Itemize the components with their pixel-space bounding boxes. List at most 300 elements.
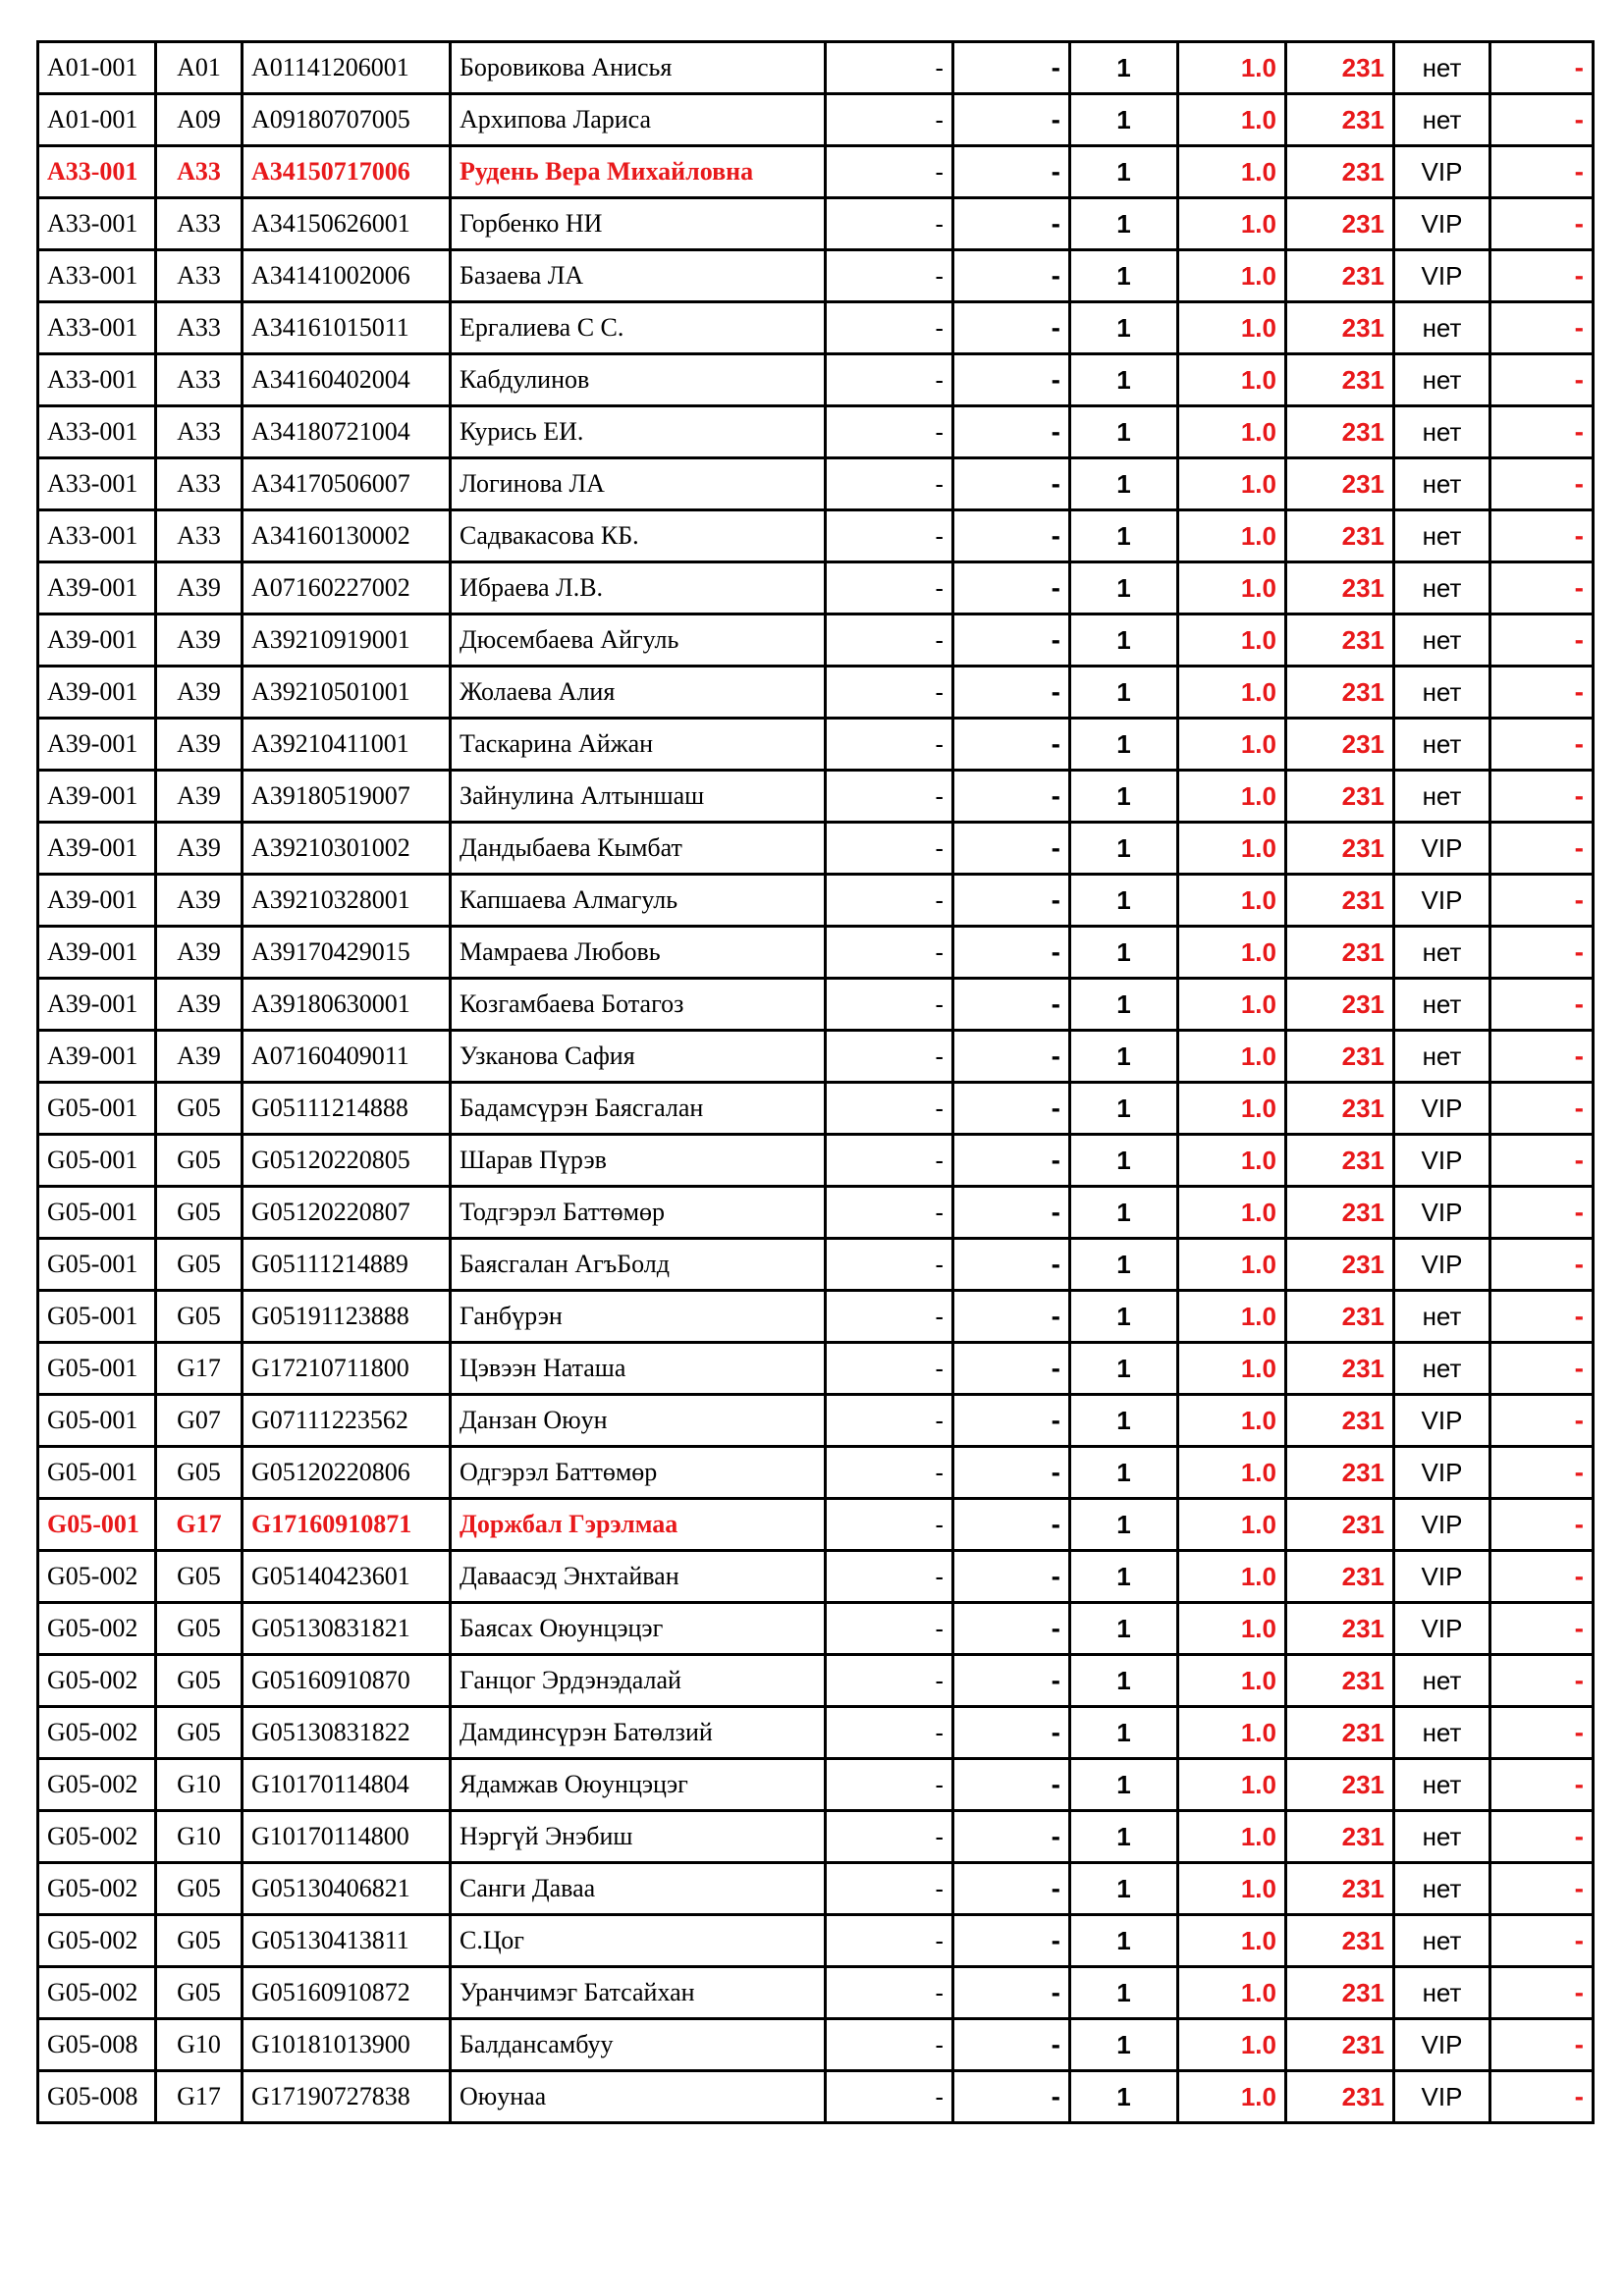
status-cell: VIP: [1394, 250, 1490, 302]
column-5-cell: -: [826, 2071, 953, 2123]
member-id-cell: G05130831821: [243, 1603, 451, 1655]
group-code-cell: G05-001: [38, 1187, 156, 1239]
member-name-cell: Ибраева Л.В.: [451, 562, 826, 614]
coefficient-cell: 1.0: [1178, 1031, 1286, 1083]
column-5-cell: -: [826, 1239, 953, 1291]
group-code-cell: A33-001: [38, 250, 156, 302]
last-column-cell: -: [1490, 1759, 1594, 1811]
member-id-cell: G05140423601: [243, 1551, 451, 1603]
region-code-cell: A39: [156, 979, 243, 1031]
number-cell: 231: [1286, 1499, 1394, 1551]
column-5-cell: -: [826, 1551, 953, 1603]
member-name-cell: Ергалиева С С.: [451, 302, 826, 354]
coefficient-cell: 1.0: [1178, 2071, 1286, 2123]
column-6-cell: -: [953, 458, 1070, 510]
column-5-cell: -: [826, 875, 953, 927]
region-code-cell: A39: [156, 1031, 243, 1083]
member-name-cell: Архипова Лариса: [451, 94, 826, 146]
group-code-cell: A33-001: [38, 302, 156, 354]
group-code-cell: G05-002: [38, 1863, 156, 1915]
table-row: [38, 250, 1594, 302]
table-row: [38, 2019, 1594, 2071]
member-name-cell: Оюунаа: [451, 2071, 826, 2123]
column-5-cell: -: [826, 1915, 953, 1967]
quantity-cell: 1: [1070, 1343, 1178, 1395]
member-id-cell: A07160409011: [243, 1031, 451, 1083]
region-code-cell: A33: [156, 510, 243, 562]
coefficient-cell: 1.0: [1178, 1343, 1286, 1395]
member-name-cell: Горбенко НИ: [451, 198, 826, 250]
member-id-cell: A34160402004: [243, 354, 451, 406]
column-5-cell: -: [826, 823, 953, 875]
column-5-cell: -: [826, 94, 953, 146]
status-cell: нет: [1394, 94, 1490, 146]
column-5-cell: -: [826, 719, 953, 771]
column-6-cell: -: [953, 1759, 1070, 1811]
region-code-cell: G05: [156, 1083, 243, 1135]
coefficient-cell: 1.0: [1178, 1499, 1286, 1551]
member-id-cell: A34161015011: [243, 302, 451, 354]
status-cell: нет: [1394, 1811, 1490, 1863]
quantity-cell: 1: [1070, 1239, 1178, 1291]
quantity-cell: 1: [1070, 2071, 1178, 2123]
group-code-cell: G05-002: [38, 1603, 156, 1655]
table-row: [38, 510, 1594, 562]
last-column-cell: -: [1490, 302, 1594, 354]
member-name-cell: Садвакасова КБ.: [451, 510, 826, 562]
region-code-cell: A39: [156, 614, 243, 667]
number-cell: 231: [1286, 719, 1394, 771]
last-column-cell: -: [1490, 1239, 1594, 1291]
group-code-cell: G05-001: [38, 1291, 156, 1343]
coefficient-cell: 1.0: [1178, 1239, 1286, 1291]
status-cell: нет: [1394, 302, 1490, 354]
group-code-cell: G05-002: [38, 1707, 156, 1759]
number-cell: 231: [1286, 1031, 1394, 1083]
region-code-cell: A33: [156, 354, 243, 406]
number-cell: 231: [1286, 302, 1394, 354]
status-cell: нет: [1394, 1707, 1490, 1759]
last-column-cell: -: [1490, 1395, 1594, 1447]
group-code-cell: G05-002: [38, 1551, 156, 1603]
coefficient-cell: 1.0: [1178, 1759, 1286, 1811]
column-6-cell: -: [953, 562, 1070, 614]
table-row: [38, 1707, 1594, 1759]
region-code-cell: A33: [156, 250, 243, 302]
table-row: [38, 1499, 1594, 1551]
status-cell: нет: [1394, 1291, 1490, 1343]
column-6-cell: -: [953, 823, 1070, 875]
quantity-cell: 1: [1070, 1915, 1178, 1967]
last-column-cell: -: [1490, 94, 1594, 146]
region-code-cell: G17: [156, 1343, 243, 1395]
member-name-cell: Узканова Сафия: [451, 1031, 826, 1083]
number-cell: 231: [1286, 1343, 1394, 1395]
number-cell: 231: [1286, 1551, 1394, 1603]
coefficient-cell: 1.0: [1178, 1395, 1286, 1447]
column-5-cell: -: [826, 771, 953, 823]
table-row: [38, 406, 1594, 458]
group-code-cell: A33-001: [38, 146, 156, 198]
coefficient-cell: 1.0: [1178, 2019, 1286, 2071]
table-row: [38, 1551, 1594, 1603]
coefficient-cell: 1.0: [1178, 1291, 1286, 1343]
last-column-cell: -: [1490, 1499, 1594, 1551]
member-id-cell: G17160910871: [243, 1499, 451, 1551]
status-cell: нет: [1394, 562, 1490, 614]
column-5-cell: -: [826, 614, 953, 667]
column-6-cell: -: [953, 1135, 1070, 1187]
member-name-cell: Баясах Оюунцэцэг: [451, 1603, 826, 1655]
column-5-cell: -: [826, 1343, 953, 1395]
member-id-cell: A39210501001: [243, 667, 451, 719]
column-5-cell: -: [826, 146, 953, 198]
region-code-cell: G05: [156, 1135, 243, 1187]
member-id-cell: A34150717006: [243, 146, 451, 198]
quantity-cell: 1: [1070, 667, 1178, 719]
status-cell: VIP: [1394, 1447, 1490, 1499]
member-id-cell: A07160227002: [243, 562, 451, 614]
last-column-cell: -: [1490, 146, 1594, 198]
last-column-cell: -: [1490, 1447, 1594, 1499]
column-5-cell: -: [826, 510, 953, 562]
region-code-cell: G17: [156, 1499, 243, 1551]
member-name-cell: Кабдулинов: [451, 354, 826, 406]
status-cell: VIP: [1394, 1499, 1490, 1551]
last-column-cell: -: [1490, 1135, 1594, 1187]
group-code-cell: G05-001: [38, 1395, 156, 1447]
status-cell: нет: [1394, 1915, 1490, 1967]
quantity-cell: 1: [1070, 1707, 1178, 1759]
member-id-cell: G07111223562: [243, 1395, 451, 1447]
status-cell: нет: [1394, 42, 1490, 94]
last-column-cell: -: [1490, 250, 1594, 302]
group-code-cell: A33-001: [38, 510, 156, 562]
member-name-cell: Бадамсүрэн Баясгалан: [451, 1083, 826, 1135]
last-column-cell: -: [1490, 979, 1594, 1031]
number-cell: 231: [1286, 1291, 1394, 1343]
last-column-cell: -: [1490, 1031, 1594, 1083]
member-name-cell: Козгамбаева Ботагоз: [451, 979, 826, 1031]
region-code-cell: G05: [156, 1967, 243, 2019]
coefficient-cell: 1.0: [1178, 771, 1286, 823]
status-cell: нет: [1394, 667, 1490, 719]
group-code-cell: A39-001: [38, 771, 156, 823]
column-5-cell: -: [826, 1083, 953, 1135]
column-6-cell: -: [953, 1083, 1070, 1135]
quantity-cell: 1: [1070, 1499, 1178, 1551]
quantity-cell: 1: [1070, 1759, 1178, 1811]
coefficient-cell: 1.0: [1178, 1447, 1286, 1499]
coefficient-cell: 1.0: [1178, 1655, 1286, 1707]
last-column-cell: -: [1490, 927, 1594, 979]
group-code-cell: A39-001: [38, 667, 156, 719]
table-row: [38, 354, 1594, 406]
number-cell: 231: [1286, 1915, 1394, 1967]
table-row: [38, 42, 1594, 94]
coefficient-cell: 1.0: [1178, 250, 1286, 302]
coefficient-cell: 1.0: [1178, 1603, 1286, 1655]
quantity-cell: 1: [1070, 1135, 1178, 1187]
coefficient-cell: 1.0: [1178, 42, 1286, 94]
column-6-cell: -: [953, 1187, 1070, 1239]
status-cell: VIP: [1394, 823, 1490, 875]
group-code-cell: G05-002: [38, 1811, 156, 1863]
quantity-cell: 1: [1070, 406, 1178, 458]
table-row: [38, 719, 1594, 771]
status-cell: VIP: [1394, 875, 1490, 927]
group-code-cell: G05-001: [38, 1499, 156, 1551]
table-row: [38, 927, 1594, 979]
region-code-cell: A33: [156, 406, 243, 458]
column-5-cell: -: [826, 1031, 953, 1083]
column-6-cell: -: [953, 1343, 1070, 1395]
member-name-cell: Таскарина Айжан: [451, 719, 826, 771]
coefficient-cell: 1.0: [1178, 719, 1286, 771]
table-row: [38, 1967, 1594, 2019]
region-code-cell: A09: [156, 94, 243, 146]
number-cell: 231: [1286, 1083, 1394, 1135]
column-6-cell: -: [953, 1707, 1070, 1759]
last-column-cell: -: [1490, 1811, 1594, 1863]
region-code-cell: G05: [156, 1707, 243, 1759]
records-table: [36, 40, 1595, 2124]
region-code-cell: A39: [156, 667, 243, 719]
member-id-cell: A34150626001: [243, 198, 451, 250]
coefficient-cell: 1.0: [1178, 146, 1286, 198]
number-cell: 231: [1286, 406, 1394, 458]
number-cell: 231: [1286, 771, 1394, 823]
last-column-cell: -: [1490, 614, 1594, 667]
coefficient-cell: 1.0: [1178, 458, 1286, 510]
group-code-cell: A39-001: [38, 1031, 156, 1083]
member-id-cell: G10170114800: [243, 1811, 451, 1863]
group-code-cell: A39-001: [38, 562, 156, 614]
quantity-cell: 1: [1070, 94, 1178, 146]
quantity-cell: 1: [1070, 146, 1178, 198]
quantity-cell: 1: [1070, 719, 1178, 771]
table-row: [38, 1863, 1594, 1915]
status-cell: нет: [1394, 458, 1490, 510]
status-cell: нет: [1394, 1967, 1490, 2019]
table-row: [38, 562, 1594, 614]
coefficient-cell: 1.0: [1178, 198, 1286, 250]
quantity-cell: 1: [1070, 250, 1178, 302]
member-name-cell: Ганцог Эрдэнэдалай: [451, 1655, 826, 1707]
member-name-cell: Дамдинсүрэн Батөлзий: [451, 1707, 826, 1759]
column-6-cell: -: [953, 354, 1070, 406]
region-code-cell: A39: [156, 823, 243, 875]
column-5-cell: -: [826, 198, 953, 250]
coefficient-cell: 1.0: [1178, 1551, 1286, 1603]
member-name-cell: Одгэрэл Баттөмөр: [451, 1447, 826, 1499]
table-row: [38, 94, 1594, 146]
table-row: [38, 1603, 1594, 1655]
last-column-cell: -: [1490, 1603, 1594, 1655]
status-cell: нет: [1394, 927, 1490, 979]
status-cell: нет: [1394, 1863, 1490, 1915]
number-cell: 231: [1286, 146, 1394, 198]
group-code-cell: A33-001: [38, 458, 156, 510]
last-column-cell: -: [1490, 1187, 1594, 1239]
last-column-cell: -: [1490, 667, 1594, 719]
member-id-cell: G05120220806: [243, 1447, 451, 1499]
quantity-cell: 1: [1070, 614, 1178, 667]
member-name-cell: Курись ЕИ.: [451, 406, 826, 458]
column-5-cell: -: [826, 1187, 953, 1239]
column-6-cell: -: [953, 719, 1070, 771]
quantity-cell: 1: [1070, 1031, 1178, 1083]
region-code-cell: G05: [156, 1291, 243, 1343]
column-6-cell: -: [953, 1603, 1070, 1655]
member-id-cell: G05160910872: [243, 1967, 451, 2019]
number-cell: 231: [1286, 667, 1394, 719]
column-5-cell: -: [826, 1447, 953, 1499]
quantity-cell: 1: [1070, 771, 1178, 823]
group-code-cell: A33-001: [38, 198, 156, 250]
last-column-cell: -: [1490, 875, 1594, 927]
member-name-cell: Данзан Оюун: [451, 1395, 826, 1447]
table-row: [38, 1239, 1594, 1291]
region-code-cell: A39: [156, 771, 243, 823]
column-6-cell: -: [953, 667, 1070, 719]
table-row: [38, 1447, 1594, 1499]
coefficient-cell: 1.0: [1178, 875, 1286, 927]
column-6-cell: -: [953, 94, 1070, 146]
region-code-cell: G07: [156, 1395, 243, 1447]
quantity-cell: 1: [1070, 1811, 1178, 1863]
status-cell: VIP: [1394, 1551, 1490, 1603]
last-column-cell: -: [1490, 562, 1594, 614]
status-cell: VIP: [1394, 1083, 1490, 1135]
column-5-cell: -: [826, 1135, 953, 1187]
table-row: [38, 2071, 1594, 2123]
column-6-cell: -: [953, 2071, 1070, 2123]
region-code-cell: G05: [156, 1603, 243, 1655]
member-name-cell: Мамраева Любовь: [451, 927, 826, 979]
column-5-cell: -: [826, 1603, 953, 1655]
member-id-cell: A39210919001: [243, 614, 451, 667]
group-code-cell: G05-002: [38, 1967, 156, 2019]
region-code-cell: G10: [156, 2019, 243, 2071]
column-5-cell: -: [826, 1863, 953, 1915]
column-6-cell: -: [953, 406, 1070, 458]
quantity-cell: 1: [1070, 927, 1178, 979]
quantity-cell: 1: [1070, 1967, 1178, 2019]
column-5-cell: -: [826, 1811, 953, 1863]
member-id-cell: A39170429015: [243, 927, 451, 979]
member-id-cell: G10170114804: [243, 1759, 451, 1811]
member-id-cell: G05111214889: [243, 1239, 451, 1291]
region-code-cell: A01: [156, 42, 243, 94]
group-code-cell: G05-001: [38, 1239, 156, 1291]
coefficient-cell: 1.0: [1178, 94, 1286, 146]
last-column-cell: -: [1490, 406, 1594, 458]
number-cell: 231: [1286, 1759, 1394, 1811]
number-cell: 231: [1286, 2019, 1394, 2071]
member-name-cell: Ядамжав Оюунцэцэг: [451, 1759, 826, 1811]
number-cell: 231: [1286, 1811, 1394, 1863]
coefficient-cell: 1.0: [1178, 1187, 1286, 1239]
member-name-cell: Жолаева Алия: [451, 667, 826, 719]
number-cell: 231: [1286, 1135, 1394, 1187]
quantity-cell: 1: [1070, 1551, 1178, 1603]
member-id-cell: G05130413811: [243, 1915, 451, 1967]
column-6-cell: -: [953, 510, 1070, 562]
group-code-cell: G05-002: [38, 1915, 156, 1967]
last-column-cell: -: [1490, 1083, 1594, 1135]
member-name-cell: Цэвээн Наташа: [451, 1343, 826, 1395]
table-row: [38, 146, 1594, 198]
status-cell: VIP: [1394, 1395, 1490, 1447]
region-code-cell: G05: [156, 1239, 243, 1291]
status-cell: нет: [1394, 354, 1490, 406]
member-name-cell: Доржбал Гэрэлмаа: [451, 1499, 826, 1551]
number-cell: 231: [1286, 250, 1394, 302]
member-name-cell: Даваасэд Энхтайван: [451, 1551, 826, 1603]
table-row: [38, 1811, 1594, 1863]
quantity-cell: 1: [1070, 510, 1178, 562]
quantity-cell: 1: [1070, 1395, 1178, 1447]
number-cell: 231: [1286, 1603, 1394, 1655]
number-cell: 231: [1286, 1447, 1394, 1499]
table-row: [38, 1915, 1594, 1967]
column-6-cell: -: [953, 250, 1070, 302]
member-id-cell: A34180721004: [243, 406, 451, 458]
column-6-cell: -: [953, 2019, 1070, 2071]
quantity-cell: 1: [1070, 458, 1178, 510]
column-5-cell: -: [826, 42, 953, 94]
column-5-cell: -: [826, 458, 953, 510]
status-cell: нет: [1394, 510, 1490, 562]
table-row: [38, 1031, 1594, 1083]
coefficient-cell: 1.0: [1178, 979, 1286, 1031]
group-code-cell: G05-008: [38, 2019, 156, 2071]
region-code-cell: A33: [156, 146, 243, 198]
member-id-cell: A34141002006: [243, 250, 451, 302]
column-5-cell: -: [826, 1291, 953, 1343]
table-row: [38, 875, 1594, 927]
region-code-cell: G05: [156, 1187, 243, 1239]
coefficient-cell: 1.0: [1178, 406, 1286, 458]
region-code-cell: A33: [156, 458, 243, 510]
quantity-cell: 1: [1070, 875, 1178, 927]
table-row: [38, 1759, 1594, 1811]
column-6-cell: -: [953, 1447, 1070, 1499]
group-code-cell: A39-001: [38, 875, 156, 927]
table-row: [38, 1187, 1594, 1239]
column-5-cell: -: [826, 667, 953, 719]
member-id-cell: G05111214888: [243, 1083, 451, 1135]
member-id-cell: G05160910870: [243, 1655, 451, 1707]
quantity-cell: 1: [1070, 1187, 1178, 1239]
records-table-body: [38, 42, 1594, 2123]
number-cell: 231: [1286, 458, 1394, 510]
last-column-cell: -: [1490, 823, 1594, 875]
coefficient-cell: 1.0: [1178, 562, 1286, 614]
last-column-cell: -: [1490, 1915, 1594, 1967]
member-name-cell: Санги Даваа: [451, 1863, 826, 1915]
group-code-cell: A39-001: [38, 614, 156, 667]
table-row: [38, 1343, 1594, 1395]
number-cell: 231: [1286, 927, 1394, 979]
column-6-cell: -: [953, 1863, 1070, 1915]
region-code-cell: A39: [156, 562, 243, 614]
number-cell: 231: [1286, 1395, 1394, 1447]
region-code-cell: G05: [156, 1915, 243, 1967]
coefficient-cell: 1.0: [1178, 1863, 1286, 1915]
status-cell: нет: [1394, 1655, 1490, 1707]
